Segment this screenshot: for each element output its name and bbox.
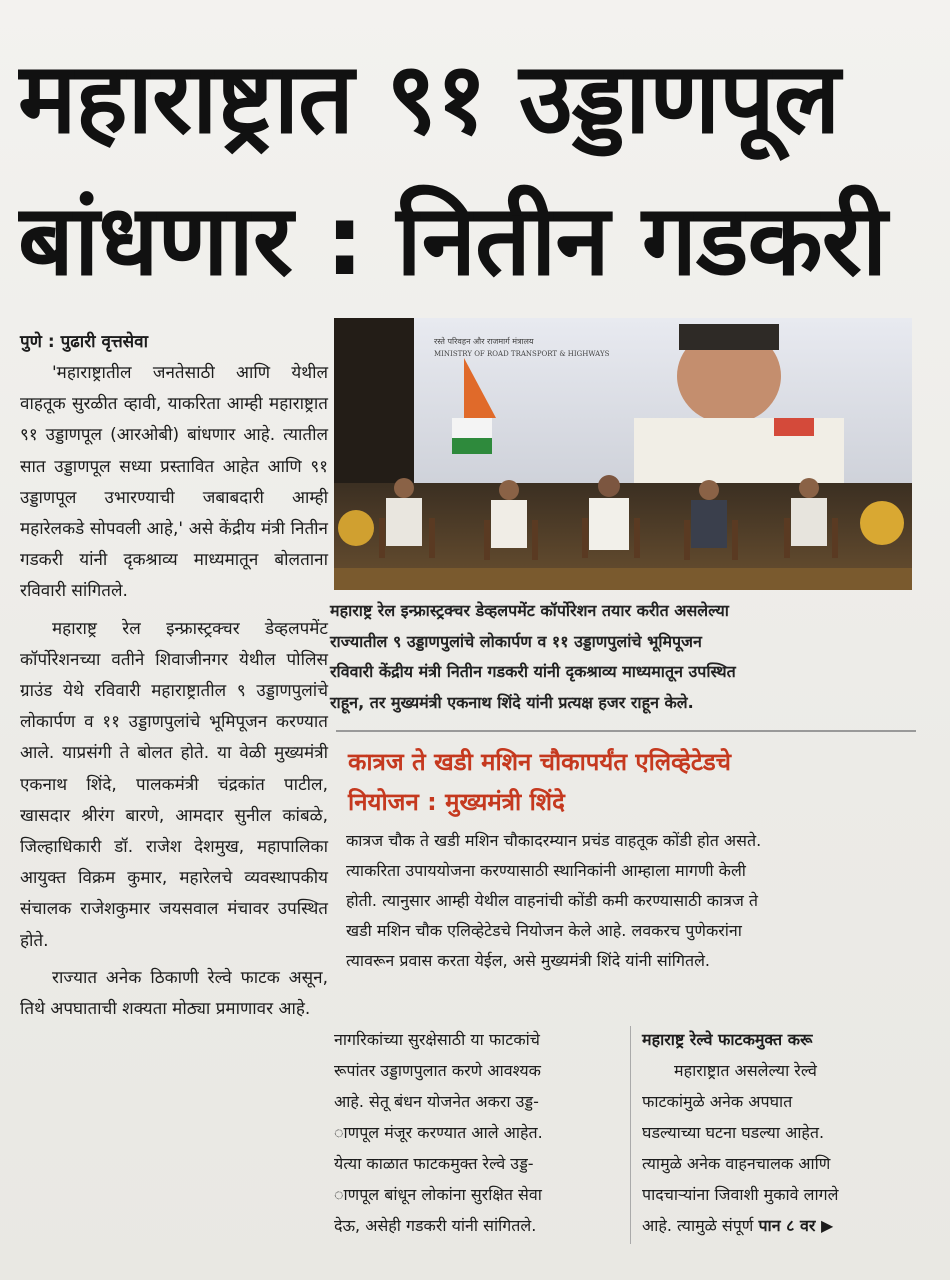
caption-line: राज्यातील ९ उड्डाणपुलांचे लोकार्पण व ११ उड्डाणपुलांचे भूमिपूजन [330,631,702,651]
left-paragraph-3: राज्यात अनेक ठिकाणी रेल्वे फाटक असून, तिथे अपघाताची शक्यता मोठ्या प्रमाणावर आहे. [20,967,328,1020]
middle-column-line: ाणपूल मंजूर करण्यात आले आहेत. [334,1123,543,1142]
sub-story-line: त्यावरून प्रवास करता येईल, असे मुख्यमंत्री शिंदे यांनी सांगितले. [346,951,711,970]
dateline: पुणे : पुढारी वृत्तसेवा [20,332,149,352]
event-photo-illustration [334,318,912,590]
right-column [642,1024,934,1241]
middle-column-line: नागरिकांच्या सुरक्षेसाठी या फाटकांचे [334,1030,540,1049]
caption-line: रविवारी केंद्रीय मंत्री नितीन गडकरी यांनी दृकश्राव्य माध्यमातून उपस्थित [330,662,736,681]
middle-column [334,1024,616,1241]
section-divider [336,730,916,732]
photo-caption [330,596,922,718]
headline-line-2: बांधणार : नितीन गडकरी [18,184,887,298]
right-column-line: आहे. त्यामुळे संपूर्ण [642,1216,754,1235]
sub-story-line: खडी मशिन चौक एलिव्हेटेडचे नियोजन केले आहे. लवकरच पुणेकरांना [346,921,742,940]
left-column [20,328,328,1025]
sub-story-body [346,826,912,976]
middle-column-line: येत्या काळात फाटकमुक्त रेल्वे उड्ड- [334,1154,534,1173]
left-paragraph-1: 'महाराष्ट्रातील जनतेसाठी आणि येथील वाहतूक सुरळीत व्हावी, याकरिता आम्ही महाराष्ट्रात ९१ उड्डाणपूल (आरओबी) बांधणार आहे. त्यातील सात उड्डाणपूल सध्या प्रस्तावित आहेत आणि ९१ उड्डाणपूल उभारण्याची जबाबदारी आम्ही महारेलकडे सोपवली आहे,' असे केंद्रीय मंत्री नितीन गडकरी यांनी दृकश्राव्य माध्यमातून बोलताना रविवारी सांगितले. [20,363,328,602]
right-column-line: त्यामुळे अनेक वाहनचालक आणि [642,1154,831,1173]
event-photo [334,318,912,590]
headline-line-1: महाराष्ट्रात ९१ उड्डाणपूल [18,42,840,156]
subheadline-line-2: नियोजन : मुख्यमंत्री शिंदे [348,788,565,816]
right-column-heading: महाराष्ट्र रेल्वे फाटकमुक्त करू [642,1030,813,1049]
middle-column-line: रूपांतर उड्डाणपुलात करणे आवश्यक [334,1061,541,1080]
subheadline-line-1: कात्रज ते खडी मशिन चौकापर्यंत एलिव्हेटेडचे [348,748,732,776]
right-column-line: महाराष्ट्रात असलेल्या रेल्वे [674,1061,817,1080]
caption-line: राहून, तर मुख्यमंत्री एकनाथ शिंदे यांनी प्रत्यक्ष हजर राहून केले. [330,692,694,712]
left-paragraph-2: महाराष्ट्र रेल इन्फ्रास्ट्रक्चर डेव्हलपमेंट कॉर्पोरेशनच्या वतीने शिवाजीनगर येथील पोलिस ग्राउंड येथे रविवारी महाराष्ट्रातील ९ उड्डाणपुलांचे लोकार्पण व ११ उड्डाणपुलांचे भूमिपूजन करण्यात आले. याप्रसंगी ते बोलत होते. या वेळी मुख्यमंत्री एकनाथ शिंदे, पालकमंत्री चंद्रकांत पाटील, खासदार श्रीरंग बारणे, आमदार सुनील कांबळे, जिल्हाधिकारी डॉ. राजेश देशमुख, महापालिका आयुक्त विक्रम कुमार, महारेलचे व्यवस्थापकीय संचालक राजेशकुमार जयसवाल मंचावर उपस्थित होते. [20,618,328,951]
column-divider [630,1026,631,1244]
right-column-line: घडल्याच्या घटना घडल्या आहेत. [642,1123,825,1142]
sub-story-line: त्याकरिता उपाययोजना करण्यासाठी स्थानिकांनी आम्हाला मागणी केली [346,861,746,880]
middle-column-line: ाणपूल बांधून लोकांना सुरक्षित सेवा [334,1185,542,1204]
caption-line: महाराष्ट्र रेल इन्फ्रास्ट्रक्चर डेव्हलपमेंट कॉर्पोरेशन तयार करीत असलेल्या [330,601,729,620]
sub-story-line: कात्रज चौक ते खडी मशिन चौकादरम्यान प्रचंड वाहतूक कोंडी होत असते. [346,831,762,850]
continued-page-link[interactable]: पान ८ वर ▶ [758,1216,834,1235]
sub-story-line: होती. त्यानुसार आम्ही येथील वाहनांची कोंडी कमी करण्यासाठी कात्रज ते [346,891,759,910]
right-column-line: फाटकांमुळे अनेक अपघात [642,1092,793,1111]
middle-column-line: देऊ, असेही गडकरी यांनी सांगितले. [334,1216,537,1235]
right-column-last-line [642,1210,934,1241]
ministry-banner-en: MINISTRY OF ROAD TRANSPORT & HIGHWAYS [434,350,610,358]
subheadline [348,742,908,822]
middle-column-line: आहे. सेतू बंधन योजनेत अकरा उड्ड- [334,1092,539,1111]
ministry-banner: रस्ते परिवहन और राजमार्ग मंत्रालय [434,337,534,346]
right-column-line: पादचाऱ्यांना जिवाशी मुकावे लागले [642,1185,839,1204]
